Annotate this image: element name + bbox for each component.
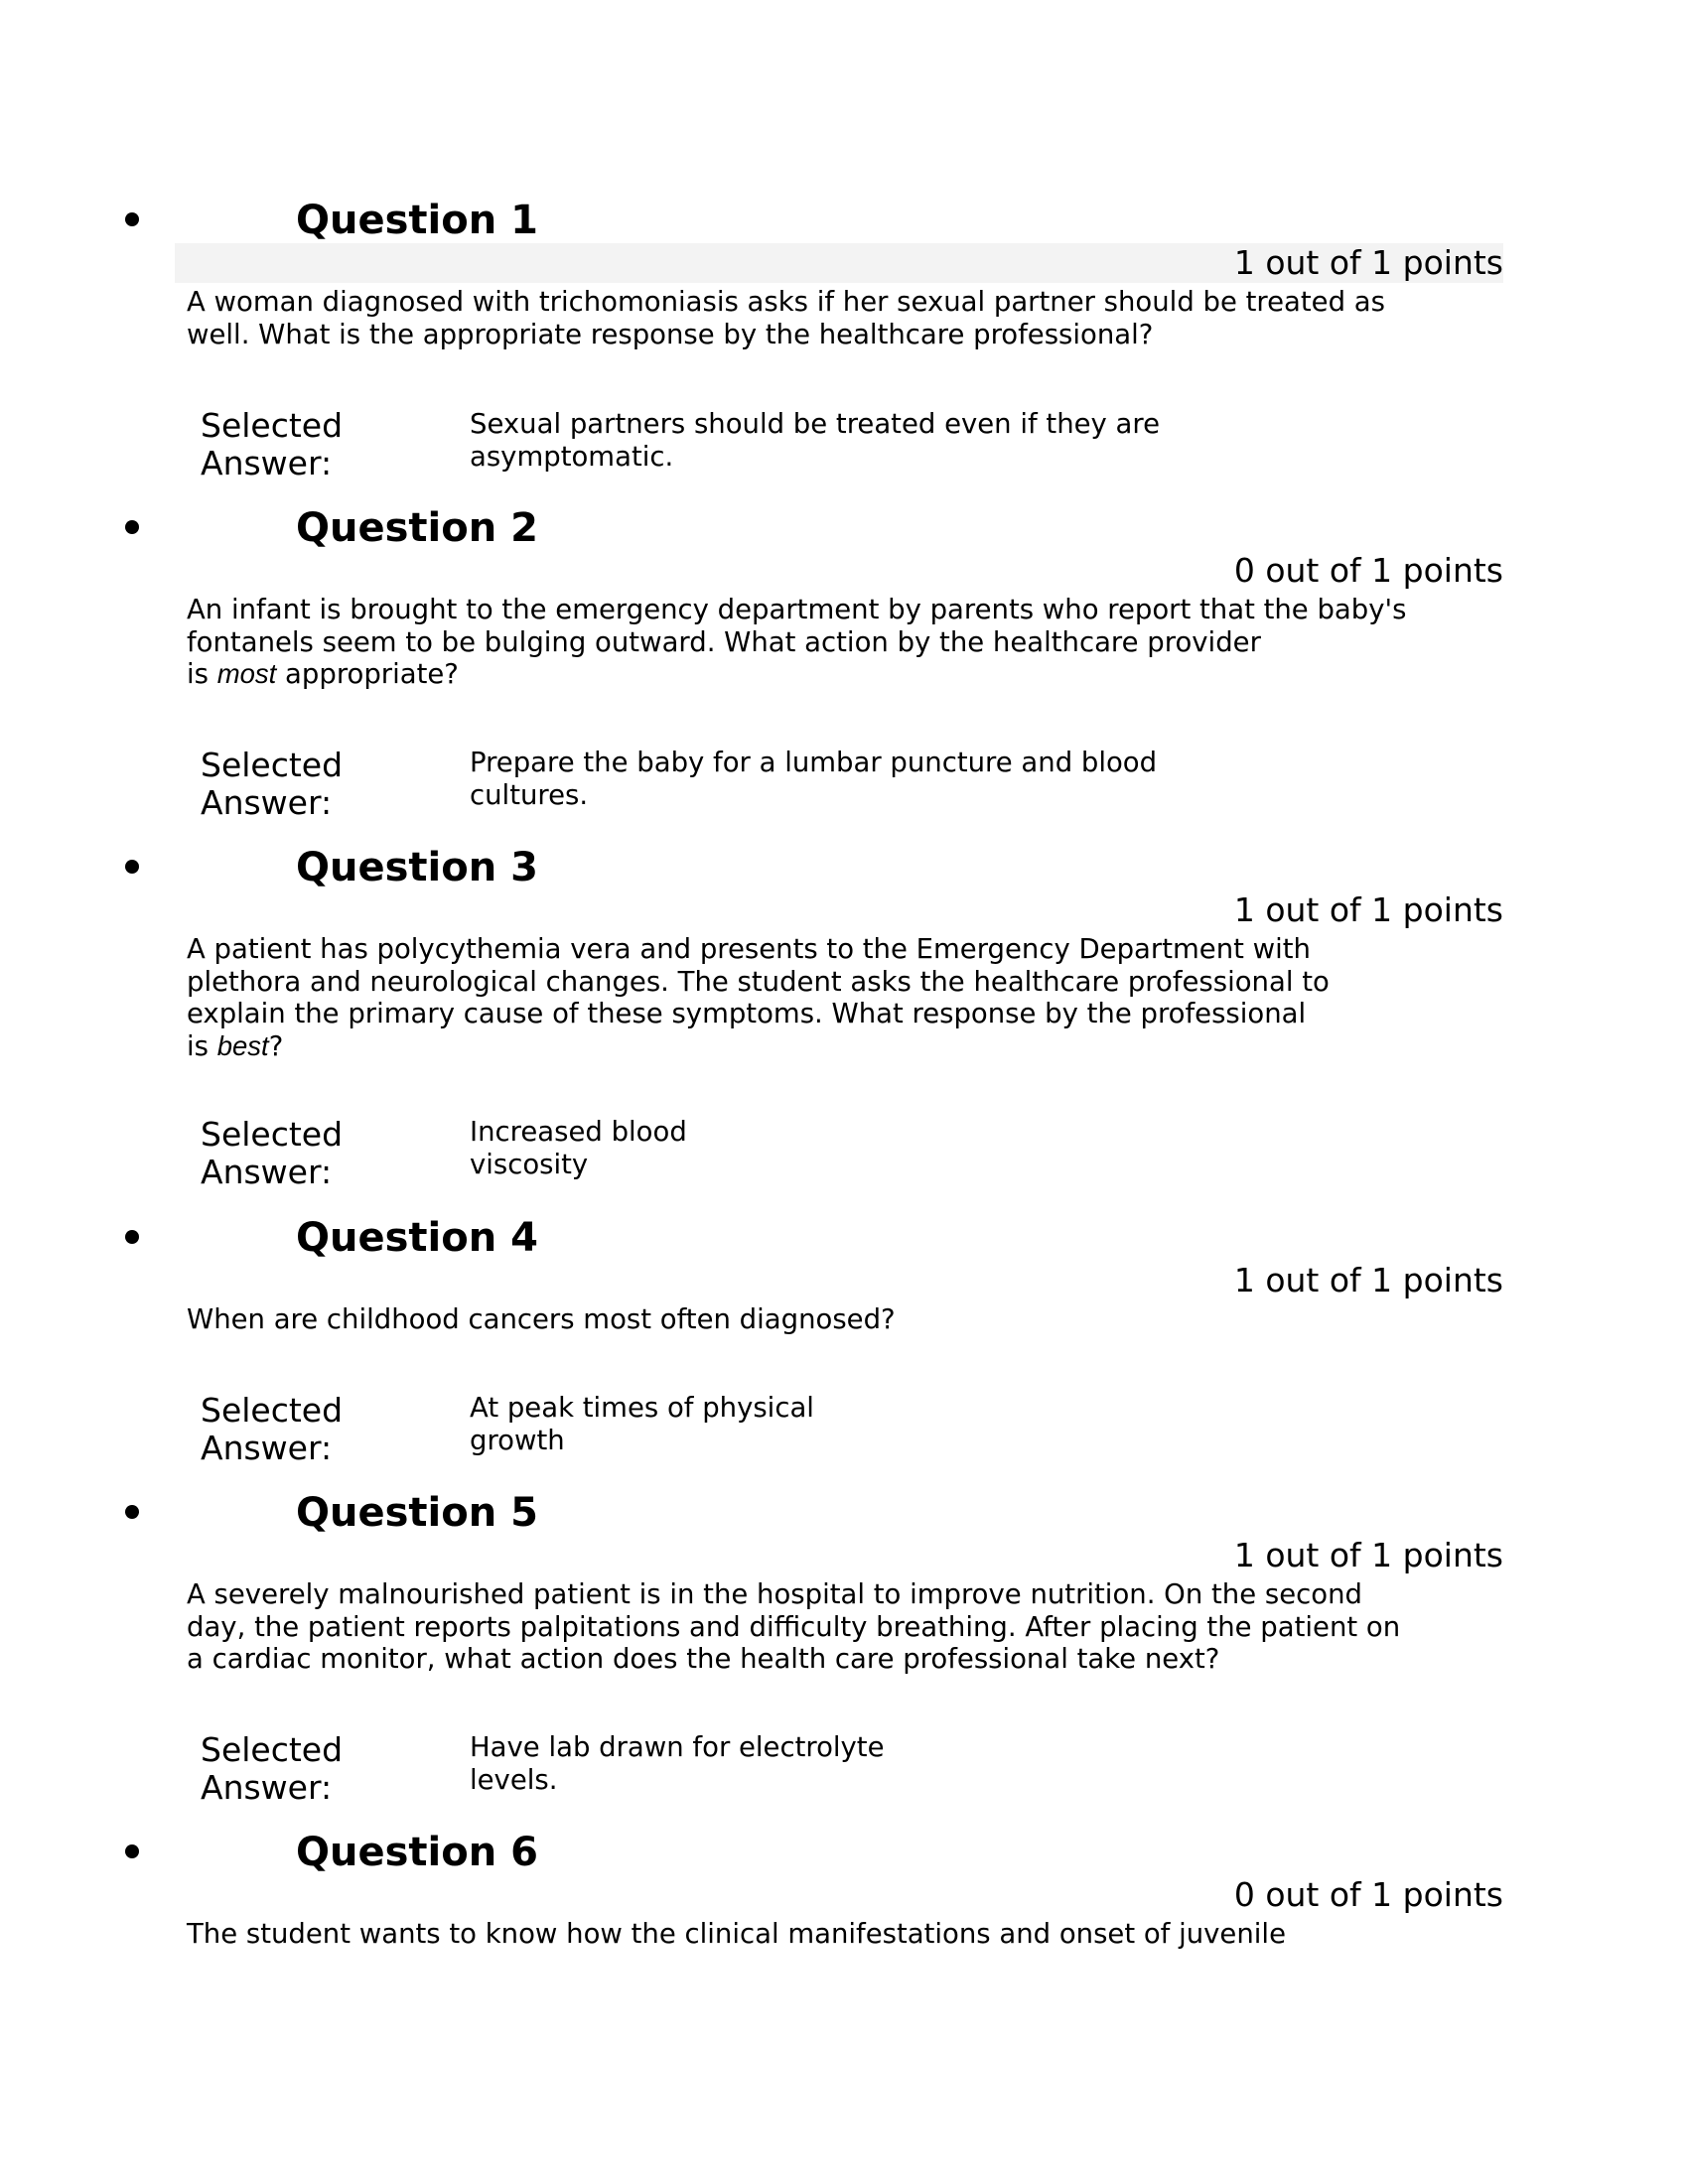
points-bar (175, 890, 1503, 930)
question-text-line: fontanels seem to be bulging outward. What action by the healthcare provider (187, 625, 1261, 658)
selected-answer (470, 1116, 687, 1180)
selected-answer (470, 408, 1160, 473)
points-score: 1 out of 1 points (1233, 890, 1503, 929)
question-text-line: well. What is the appropriate response by the healthcare professional? (187, 318, 1154, 350)
question-text-line (187, 658, 1438, 691)
question-text-line: plethora and neurological changes. The student asks the healthcare professional to (187, 965, 1330, 998)
question-title: Question 5 (296, 1490, 538, 1536)
answer-line: Sexual partners should be treated even if they are (470, 408, 1161, 440)
question-text-line: a cardiac monitor, what action does the health care professional take next? (187, 1643, 1220, 1675)
question-text (187, 1303, 1438, 1336)
question-text-line (187, 1030, 1438, 1063)
text-pre: is (187, 658, 217, 690)
answer-line: Prepare the baby for a lumbar puncture and blood (470, 747, 1158, 778)
answer-line: Have lab drawn for electrolyte (470, 1731, 885, 1763)
emphasis-word: best (216, 1029, 269, 1061)
question-title: Question 1 (296, 198, 538, 243)
selected-label-line: Selected (201, 1391, 344, 1430)
question-text-line: An infant is brought to the emergency department by parents who report that the baby's (187, 594, 1407, 625)
points-bar (175, 1261, 1503, 1300)
points-score: 1 out of 1 points (1233, 243, 1503, 282)
points-bar (175, 1536, 1503, 1575)
selected-label-line: Selected (201, 1115, 344, 1154)
bullet-icon (125, 860, 139, 874)
bullet-icon (125, 1844, 139, 1858)
question-title: Question 4 (296, 1215, 538, 1261)
points-score: 0 out of 1 points (1233, 1875, 1503, 1914)
selected-label-line: Answer: (201, 783, 333, 822)
question-title: Question 2 (296, 505, 538, 551)
selected-answer (470, 1392, 814, 1456)
question-text-line: A woman diagnosed with trichomoniasis asks if her sexual partner should be treated as (187, 286, 1385, 318)
question-text (187, 1578, 1438, 1676)
points-bar (175, 1875, 1503, 1915)
selected-answer-label (201, 407, 343, 482)
selected-answer-label (201, 1116, 343, 1191)
selected-label-line: Selected (201, 406, 344, 445)
points-score: 1 out of 1 points (1233, 1261, 1503, 1299)
selected-label-line: Answer: (201, 1429, 333, 1467)
text-pre: is (187, 1029, 217, 1062)
answer-line: viscosity (470, 1148, 589, 1180)
points-score: 1 out of 1 points (1233, 1536, 1503, 1574)
selected-answer-label (201, 1731, 343, 1807)
selected-answer-label (201, 747, 343, 822)
points-bar (175, 551, 1503, 591)
selected-label-line: Answer: (201, 1153, 333, 1191)
points-bar (175, 243, 1503, 283)
answer-line: levels. (470, 1763, 558, 1796)
text-post: appropriate? (276, 658, 459, 690)
question-text (187, 1918, 1438, 1951)
selected-label-line: Selected (201, 746, 344, 784)
selected-answer (470, 747, 1157, 811)
bullet-icon (125, 212, 139, 226)
question-text-line: A severely malnourished patient is in the hospital to improve nutrition. On the second (187, 1578, 1362, 1610)
bullet-icon (125, 520, 139, 534)
question-text (187, 594, 1438, 691)
selected-label-line: Answer: (201, 1768, 333, 1807)
answer-line: Increased blood (470, 1116, 687, 1148)
selected-label-line: Selected (201, 1730, 344, 1769)
question-text-line: A patient has polycythemia vera and presents to the Emergency Department with (187, 933, 1311, 965)
selected-label-line: Answer: (201, 444, 333, 482)
points-score: 0 out of 1 points (1233, 551, 1503, 590)
question-title: Question 6 (296, 1830, 538, 1875)
answer-line: asymptomatic. (470, 440, 674, 473)
answer-line: At peak times of physical (470, 1392, 814, 1424)
question-text (187, 286, 1438, 350)
question-title: Question 3 (296, 845, 538, 890)
question-text-line: When are childhood cancers most often diagnosed? (187, 1303, 896, 1335)
selected-answer-label (201, 1392, 343, 1467)
question-text-line: day, the patient reports palpitations and difficulty breathing. After placing the patient on (187, 1610, 1401, 1643)
answer-line: growth (470, 1424, 565, 1456)
text-post: ? (268, 1029, 284, 1062)
bullet-icon (125, 1230, 139, 1244)
question-text-line: The student wants to know how the clinical manifestations and onset of juvenile (187, 1918, 1286, 1950)
question-text-line: explain the primary cause of these symptoms. What response by the professional (187, 998, 1307, 1029)
question-text (187, 933, 1438, 1062)
bullet-icon (125, 1505, 139, 1519)
answer-line: cultures. (470, 778, 589, 811)
emphasis-word: most (216, 658, 277, 689)
selected-answer (470, 1731, 885, 1796)
